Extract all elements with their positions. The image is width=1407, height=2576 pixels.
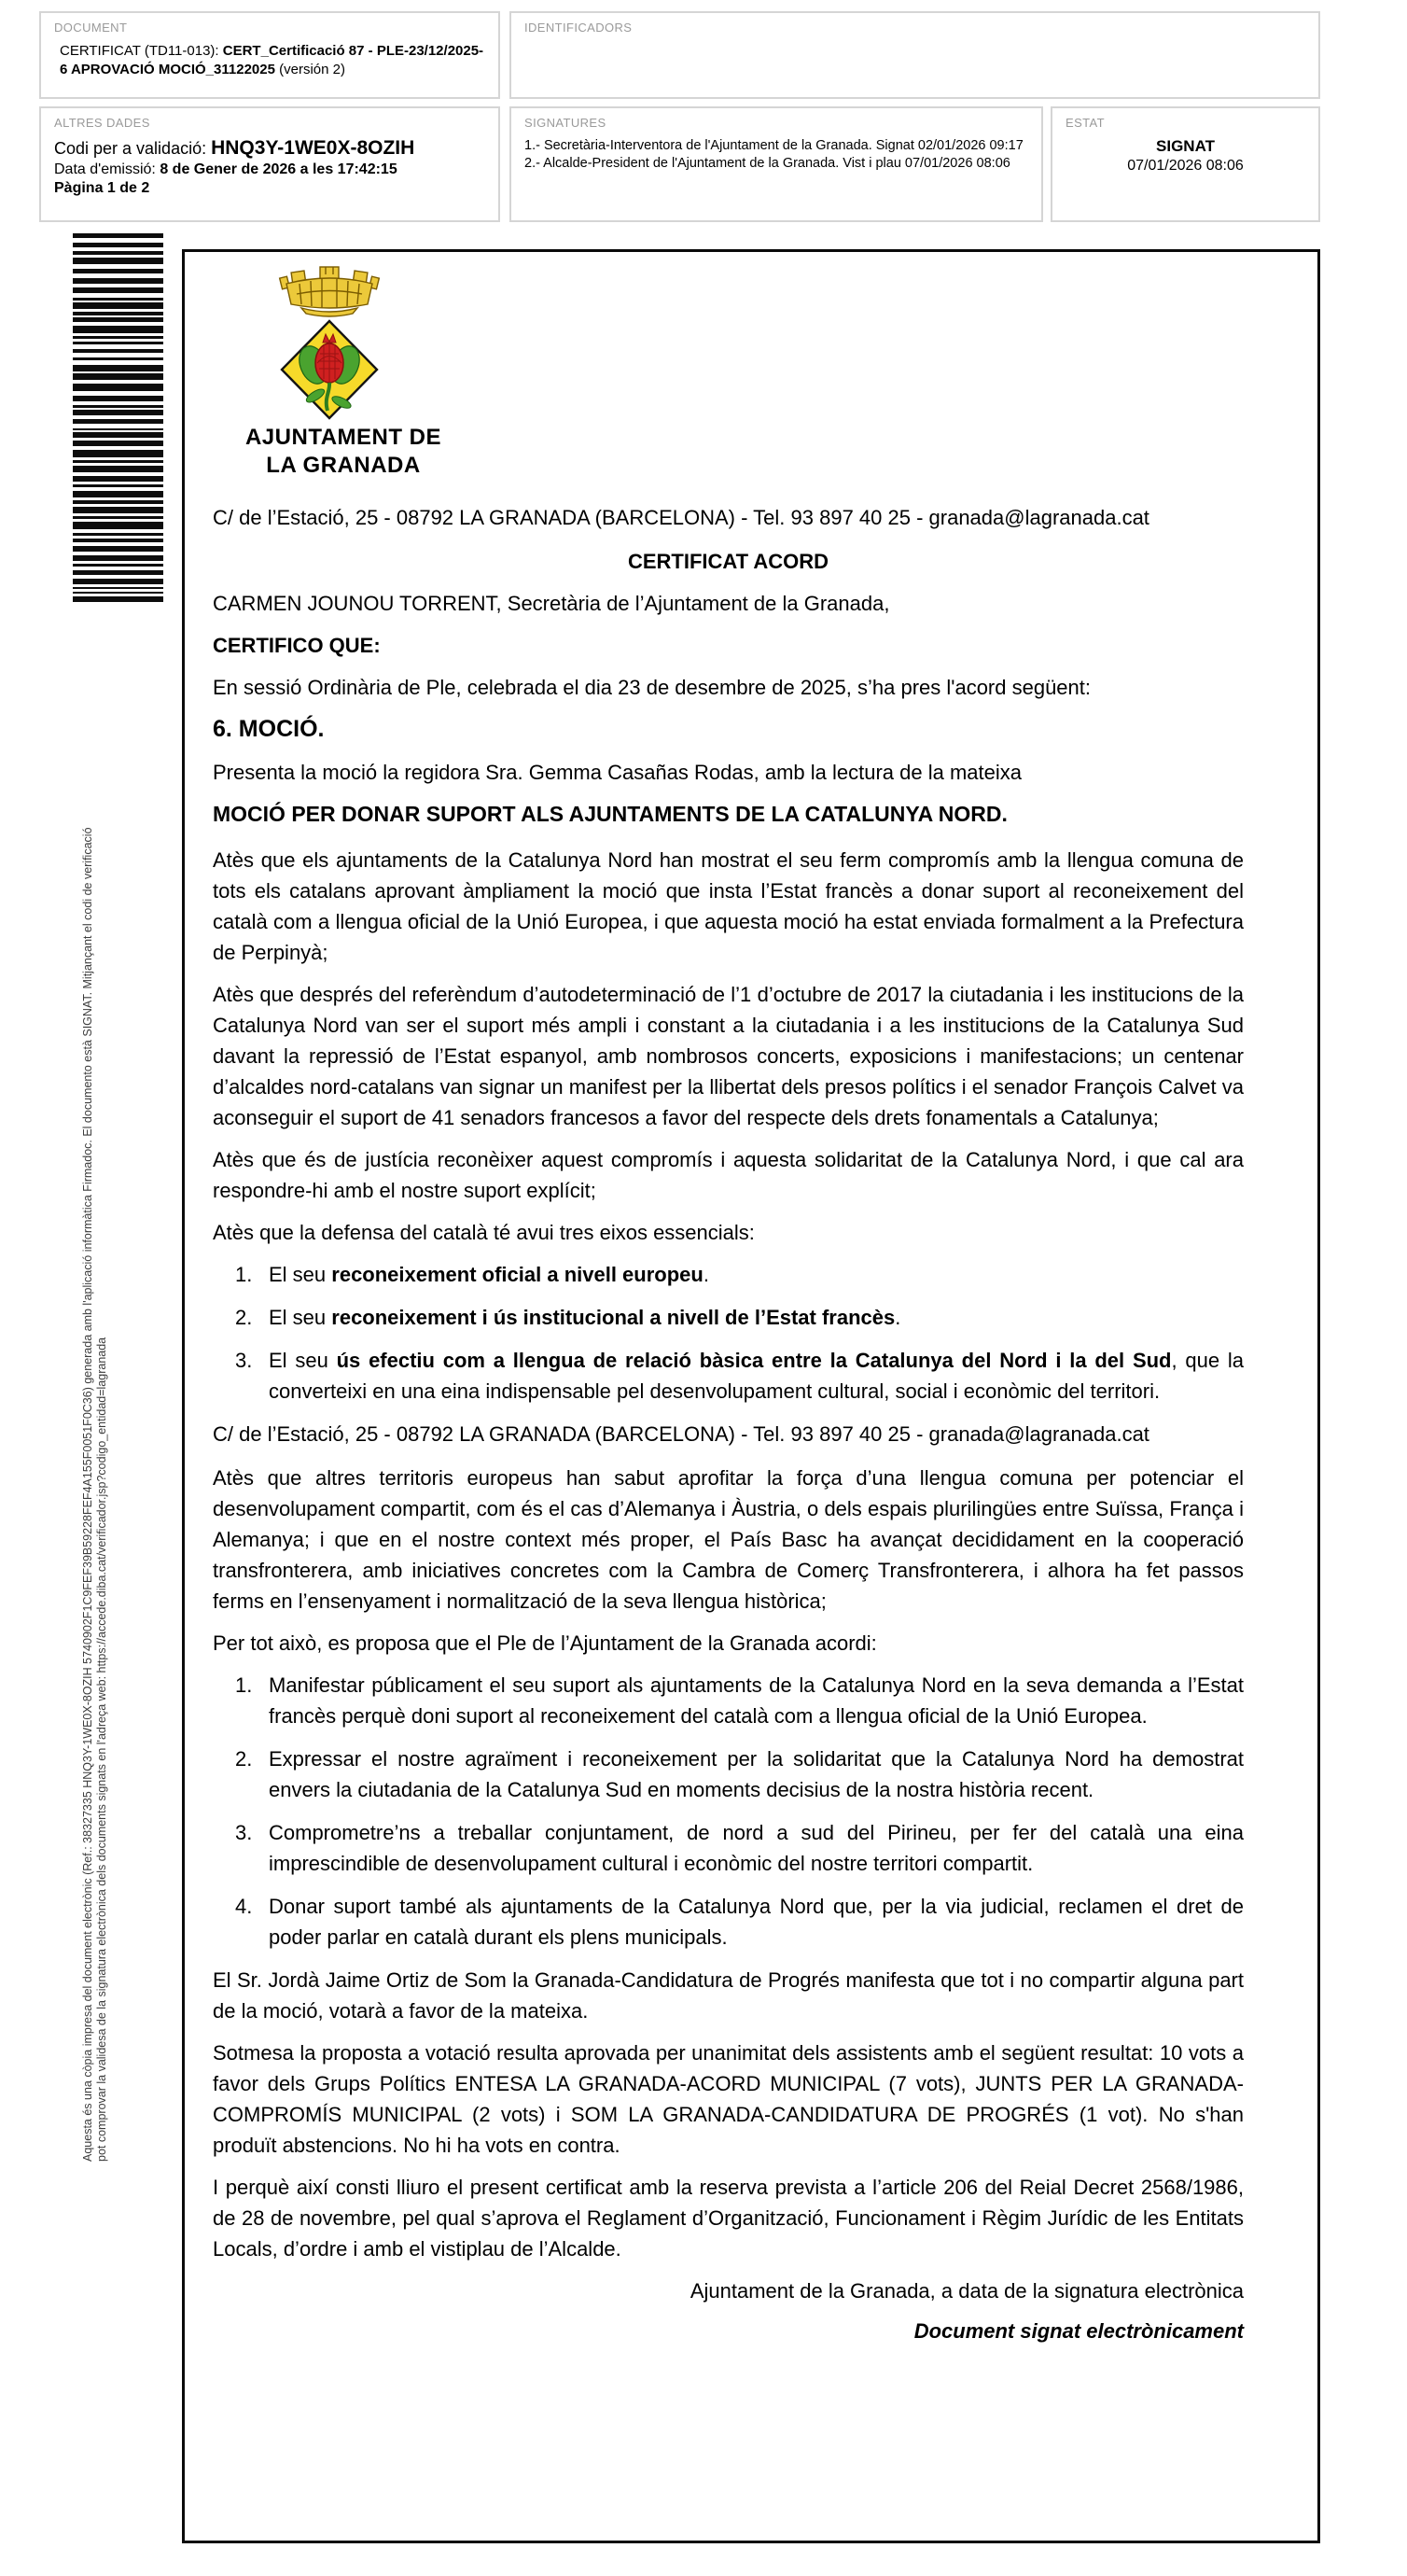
document-label: DOCUMENT xyxy=(54,21,128,35)
motion-title: MOCIÓ PER DONAR SUPORT ALS AJUNTAMENTS DE LA CATALUNYA NORD. xyxy=(213,802,1008,826)
validation-label: Codi per a validació: xyxy=(54,139,212,158)
list-item-text: Comprometre’ns a treballar conjuntament, de nord a sud del Pirineu, per fer del català una eina imprescindible de desenvolupament cultural i econòmic del nostre territori compartit. xyxy=(269,1821,1244,1875)
certify-label: CERTIFICO QUE: xyxy=(213,634,381,657)
closing-place-line: Ajuntament de la Granada, a data de la signatura electrònica xyxy=(690,2279,1244,2303)
secretary-line: CARMEN JOUNOU TORRENT, Secretària de l’Ajuntament de la Granada, xyxy=(213,592,890,615)
list-item xyxy=(213,1670,1244,1731)
barcode xyxy=(73,233,163,603)
other-data-label: ALTRES DADES xyxy=(54,116,150,130)
list-item-text: El seu ús efectiu com a llengua de relació bàsica entre la Catalunya del Nord i la del Sud, que la converteixi en una eina indispensable pel desenvolupament cultural, social i econòmic del territori. xyxy=(269,1349,1245,1403)
emission-label: Data d'emissió: xyxy=(54,161,160,177)
recital-paragraph: Atès que la defensa del català té avui tres eixos essencials: xyxy=(213,1221,755,1244)
address-line: C/ de l’Estació, 25 - 08792 LA GRANADA (BARCELONA) - Tel. 93 897 40 25 - granada@lagranada.cat xyxy=(213,506,1149,529)
list-item-text: Manifestar públicament el seu suport als ajuntaments de la Catalunya Nord en la seva demanda a l’Estat francès perquè doni suport al reconeixement del català com a llengua oficial de la Unió Europea. xyxy=(269,1673,1244,1728)
list-item-text: Donar suport també als ajuntaments de la Catalunya Nord que, per la via judicial, reclamen el dret de poder parlar en català durant els plens municipals. xyxy=(269,1895,1244,1949)
validation-code-line xyxy=(54,137,485,160)
org-name xyxy=(231,424,455,480)
list-item-number: 2. xyxy=(235,1306,253,1329)
signatures-box xyxy=(509,106,1043,222)
closing-paragraph: Sotmesa la proposta a votació resulta aprovada per unanimitat dels assistents amb el següent resultat: 10 vots a favor dels Grups Polítics ENTESA LA GRANADA-ACORD MUNICIPAL (7 vots), JUNTS PER LA GRANADA-COMPROMÍS MUNICIPAL (2 vots) i SOM LA GRANADA-CANDIDATURA DE PROGRÉS (1 vot). No s'han produït abstencions. No hi ha vots en contra. xyxy=(213,2041,1244,2157)
document-title xyxy=(54,42,485,79)
proposal-line: Per tot això, es proposa que el Ple de l’Ajuntament de la Granada acordi: xyxy=(213,1631,877,1655)
recital-paragraph: Atès que és de justícia reconèixer aquest compromís i aquesta solidaritat de la Catalunya Nord, i que cal ara respondre-hi amb el nostre suport explícit; xyxy=(213,1148,1244,1202)
crown-icon xyxy=(280,267,380,316)
page-indicator: Pàgina 1 de 2 xyxy=(54,180,150,196)
recital-paragraph: Atès que els ajuntaments de la Catalunya Nord han mostrat el seu ferm compromís amb la llengua comuna de tots els catalans aprovant àmpliament la moció que insta l’Estat francès a donar suport al reconeixement del català com a llengua oficial de la Unió Europea, i que aquesta moció ha estat enviada formalment a la Prefectura de Perpinyà; xyxy=(213,848,1244,964)
recital-paragraph: Atès que després del referèndum d’autodeterminació de l’1 d’octubre de 2017 la ciutadania i les institucions de la Catalunya Nord van ser el suport més ampli i constant a la ciutadania i a les institucions de la Catalunya Sud davant la repressió de l’Estat espanyol, amb nombrosos concerts, exposicions i manifestacions; un centenar d’alcaldes nord-catalans van signar un manifest per la llibertat dels presos polítics i el senador François Calvet va aconseguir el suport de 41 senadors francesos a favor del respecte dels drets fonamentals a Catalunya; xyxy=(213,983,1244,1129)
certificate-title: CERTIFICAT ACORD xyxy=(627,550,829,573)
signature-entry: 1.- Secretària-Interventora de l'Ajuntament de la Granada. Signat 02/01/2026 09:17 xyxy=(524,138,1024,153)
electronic-signature-note: Document signat electrònicament xyxy=(913,2319,1244,2343)
list-item xyxy=(213,1817,1244,1879)
agenda-item-heading: 6. MOCIÓ. xyxy=(213,716,325,742)
other-data-box xyxy=(39,106,500,222)
status-datetime: 07/01/2026 08:06 xyxy=(1127,158,1244,174)
list-item xyxy=(213,1302,1244,1333)
status-label: ESTAT xyxy=(1066,116,1105,130)
validation-code: HNQ3Y-1WE0X-8OZIH xyxy=(211,137,415,159)
list-item xyxy=(213,1345,1244,1407)
certificate-page xyxy=(182,249,1320,2543)
list-item xyxy=(213,1259,1244,1290)
status-value: SIGNAT xyxy=(1156,137,1215,155)
list-item-number: 1. xyxy=(235,1673,253,1697)
identifiers-label: IDENTIFICADORS xyxy=(524,21,633,35)
org-name-line2: LA GRANADA xyxy=(266,453,421,478)
list-item-number: 3. xyxy=(235,1821,253,1844)
address-line-repeat: C/ de l’Estació, 25 - 08792 LA GRANADA (BARCELONA) - Tel. 93 897 40 25 - granada@lagranada.cat xyxy=(213,1422,1149,1446)
document-title-suffix: (versión 2) xyxy=(274,62,345,77)
emission-date: 8 de Gener de 2026 a les 17:42:15 xyxy=(160,161,397,177)
certificate-body xyxy=(213,502,1244,2346)
list-item-text: El seu reconeixement oficial a nivell europeu. xyxy=(269,1263,709,1286)
session-line: En sessió Ordinària de Ple, celebrada el dia 23 de desembre de 2025, s’ha pres l'acord següent: xyxy=(213,676,1092,699)
coat-of-arms xyxy=(273,265,385,422)
agreements-list xyxy=(213,1670,1244,1953)
verification-side-text-line2: pot comprovar la validesa de la signatura electrònica dels documents signats en l'adreça web: https://accede.diba.cat/verificador.jsp?codigo_entidad=lagranada xyxy=(95,1337,108,2162)
document-title-bold: CERT_Certificació 87 - PLE-23/12/2025-6 APROVACIÓ MOCIÓ_31122025 xyxy=(60,43,484,77)
emission-date-line xyxy=(54,161,485,178)
list-item-number: 1. xyxy=(235,1263,253,1286)
signatures-label: SIGNATURES xyxy=(524,116,606,130)
closing-paragraph: I perquè així consti lliuro el present certificat amb la reserva prevista a l’article 206 del Reial Decret 2568/1986, de 28 de novembre, pel qual s’aprova el Reglament d’Organització, Funcionament i Règim Jurídic de les Entitats Locals, d’ordre i amb el vistiplau de l’Alcalde. xyxy=(213,2176,1244,2261)
verification-side-text-line1: Aquesta és una còpia impresa del document electrònic (Ref.: 38327335 HNQ3Y-1WE0X-8OZIH 5740902F1C9FEF39B59228FEF4A155F0051F0C36) generada amb l'aplicació informàtica Firmadoc. El documento està SIGNAT. Mitjançant el codi de verificació xyxy=(81,827,94,2162)
list-item xyxy=(213,1743,1244,1805)
list-item-number: 2. xyxy=(235,1747,253,1771)
identifiers-box xyxy=(509,11,1320,99)
presenter-line: Presenta la moció la regidora Sra. Gemma Casañas Rodas, amb la lectura de la mateixa xyxy=(213,761,1022,784)
status-box xyxy=(1051,106,1320,222)
org-name-line1: AJUNTAMENT DE xyxy=(244,425,442,450)
list-item xyxy=(213,1891,1244,1953)
recital-paragraph: Atès que altres territoris europeus han sabut aprofitar la força d’una llengua comuna per potenciar el desenvolupament compartit, com és el cas d’Alemanya i Àustria, o dels espais plurilingües entre Suïssa, França i Alemanya; i que en el nostre context més proper, el País Basc ha avançat decididament en la cooperació transfronterera, amb iniciatives concretes com la Cambra de Comerç Transfronterera, i alhora ha fet passos ferms en l’ensenyament i normalització de la seva llengua històrica; xyxy=(213,1466,1244,1613)
document-info-box xyxy=(39,11,500,99)
list-item-text: El seu reconeixement i ús institucional a nivell de l’Estat francès. xyxy=(269,1306,901,1329)
list-item-number: 3. xyxy=(235,1349,253,1372)
closing-paragraph: El Sr. Jordà Jaime Ortiz de Som la Granada-Candidatura de Progrés manifesta que tot i no compartir alguna part de la moció, votarà a favor de la mateixa. xyxy=(213,1968,1244,2023)
list-item-number: 4. xyxy=(235,1895,253,1918)
signature-entry: 2.- Alcalde-President de l'Ajuntament de la Granada. Vist i plau 07/01/2026 08:06 xyxy=(524,156,1010,171)
list-item-text: Expressar el nostre agraïment i reconeixement per la solidaritat que la Catalunya Nord ha demostrat envers la ciutadania de la Catalunya Sud en moments decisius de la nostra història recent. xyxy=(269,1747,1244,1801)
document-title-prefix: CERTIFICAT (TD11-013): xyxy=(60,43,223,59)
axes-list xyxy=(213,1259,1244,1407)
